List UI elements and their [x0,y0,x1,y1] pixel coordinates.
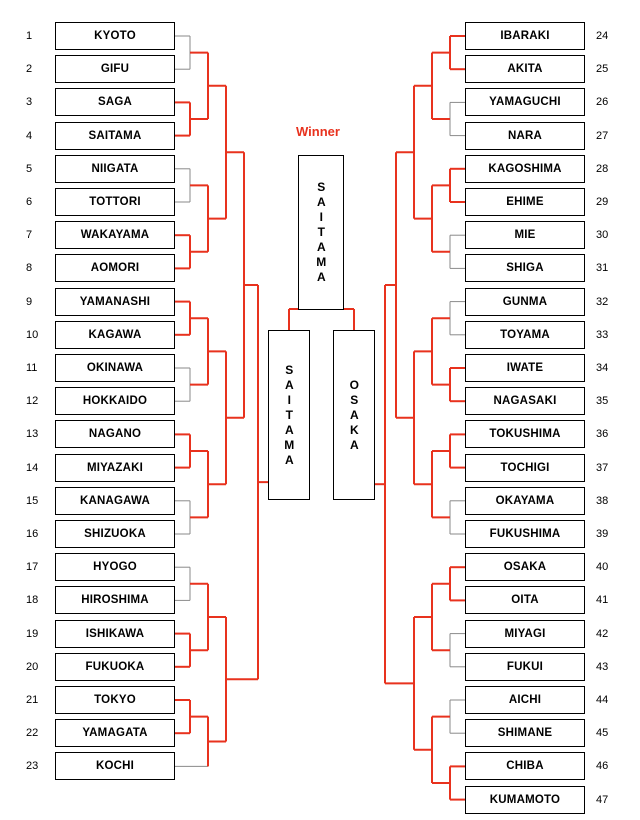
bracket-team-box[interactable]: NIIGATA [55,155,175,183]
bracket-seed-number: 35 [596,395,609,408]
bracket-team-box[interactable]: SAITAMA [55,122,175,150]
bracket-team-box[interactable]: OKINAWA [55,354,175,382]
bracket-team-box[interactable]: KYOTO [55,22,175,50]
bracket-seed-number: 12 [26,395,39,408]
bracket-team-box[interactable]: SHIGA [465,254,585,282]
bracket-team-box[interactable]: IWATE [465,354,585,382]
bracket-seed-number: 41 [596,594,609,607]
bracket-seed-number: 33 [596,328,609,341]
bracket-team-box[interactable]: OITA [465,586,585,614]
bracket-team-box[interactable]: FUKUSHIMA [465,520,585,548]
bracket-team-box[interactable]: AICHI [465,686,585,714]
bracket-seed-number: 22 [26,727,39,740]
bracket-seed-number: 23 [26,760,39,773]
bracket-seed-number: 47 [596,793,609,806]
bracket-seed-number: 44 [596,694,609,706]
bracket-team-box[interactable]: HOKKAIDO [55,387,175,415]
bracket-team-box[interactable]: YAMAGUCHI [465,88,585,116]
bracket-seed-number: 43 [596,660,609,673]
bracket-team-box[interactable]: MIYAZAKI [55,454,175,482]
bracket-seed-number: 10 [26,328,39,341]
bracket-seed-number: 34 [596,362,609,374]
bracket-team-box[interactable]: KUMAMOTO [465,786,585,814]
bracket-seed-number: 29 [596,196,609,208]
bracket-seed-number: 15 [26,494,39,507]
bracket-team-box[interactable]: SHIMANE [465,719,585,747]
bracket-team-box[interactable]: AOMORI [55,254,175,282]
bracket-seed-number: 36 [596,428,609,441]
bracket-team-box[interactable]: SHIZUOKA [55,520,175,548]
bracket-seed-number: 46 [596,760,609,773]
bracket-team-box[interactable]: KAGAWA [55,321,175,349]
champion-box-label: SAITAMA [314,180,329,285]
bracket-seed-number: 32 [596,295,609,308]
bracket-seed-number: 14 [26,461,39,474]
finalist-left-box[interactable] [268,330,310,500]
bracket-team-box[interactable]: TOKUSHIMA [465,420,585,448]
bracket-seed-number: 42 [596,627,609,640]
bracket-team-box[interactable]: NAGASAKI [465,387,585,415]
bracket-seed-number: 9 [26,295,33,308]
bracket-team-box[interactable]: KANAGAWA [55,487,175,515]
bracket-seed-number: 39 [596,528,609,540]
bracket-seed-number: 17 [26,561,39,574]
bracket-team-box[interactable]: MIE [465,221,585,249]
bracket-team-box[interactable]: CHIBA [465,752,585,780]
bracket-seed-number: 31 [596,262,609,275]
bracket-seed-number: 20 [26,660,39,673]
bracket-team-box[interactable]: IBARAKI [465,22,585,50]
finalist-right-box[interactable] [333,330,375,500]
bracket-seed-number: 8 [26,262,33,275]
bracket-team-box[interactable]: HYOGO [55,553,175,581]
bracket-team-box[interactable]: TOKYO [55,686,175,714]
bracket-seed-number: 7 [26,229,33,242]
bracket-team-box[interactable]: OKAYAMA [465,487,585,515]
bracket-seed-number: 11 [26,362,38,374]
bracket-team-box[interactable]: MIYAGI [465,620,585,648]
bracket-seed-number: 4 [26,129,33,142]
bracket-team-box[interactable]: YAMANASHI [55,288,175,316]
bracket-seed-number: 38 [596,494,609,507]
bracket-seed-number: 13 [26,428,39,441]
bracket-team-box[interactable]: KOCHI [55,752,175,780]
bracket-seed-number: 1 [26,30,33,42]
bracket-team-box[interactable]: YAMAGATA [55,719,175,747]
bracket-team-box[interactable]: EHIME [465,188,585,216]
bracket-seed-number: 16 [26,528,39,540]
bracket-team-box[interactable]: TOCHIGI [465,454,585,482]
bracket-team-box[interactable]: AKITA [465,55,585,83]
finalist-left-box-label: SAITAMA [282,362,297,468]
winner-label: Winner [296,124,340,139]
bracket-team-box[interactable]: TOYAMA [465,321,585,349]
bracket-team-box[interactable]: HIROSHIMA [55,586,175,614]
bracket-team-box[interactable]: FUKUOKA [55,653,175,681]
bracket-seed-number: 27 [596,129,609,142]
bracket-seed-number: 40 [596,561,609,574]
bracket-seed-number: 19 [26,627,39,640]
bracket-seed-number: 3 [26,96,33,109]
bracket-seed-number: 2 [26,63,33,76]
bracket-team-box[interactable]: GIFU [55,55,175,83]
bracket-seed-number: 24 [596,30,609,42]
bracket-seed-number: 21 [26,694,39,706]
bracket-team-box[interactable]: FUKUI [465,653,585,681]
bracket-team-box[interactable]: WAKAYAMA [55,221,175,249]
bracket-seed-number: 26 [596,96,609,109]
bracket-seed-number: 18 [26,594,39,607]
bracket-team-box[interactable]: NAGANO [55,420,175,448]
bracket-seed-number: 30 [596,229,609,242]
bracket-seed-number: 28 [596,162,609,175]
bracket-team-box[interactable]: SAGA [55,88,175,116]
bracket-seed-number: 5 [26,162,33,175]
bracket-team-box[interactable]: KAGOSHIMA [465,155,585,183]
bracket-team-box[interactable]: NARA [465,122,585,150]
bracket-team-box[interactable]: OSAKA [465,553,585,581]
champion-box[interactable] [298,155,344,310]
bracket-seed-number: 45 [596,727,609,740]
bracket-team-box[interactable]: GUNMA [465,288,585,316]
bracket-seed-number: 6 [26,196,33,208]
finalist-right-box-label: OSAKA [347,377,362,453]
bracket-seed-number: 37 [596,461,609,474]
bracket-seed-number: 25 [596,63,609,76]
bracket-team-box[interactable]: ISHIKAWA [55,620,175,648]
bracket-team-box[interactable]: TOTTORI [55,188,175,216]
